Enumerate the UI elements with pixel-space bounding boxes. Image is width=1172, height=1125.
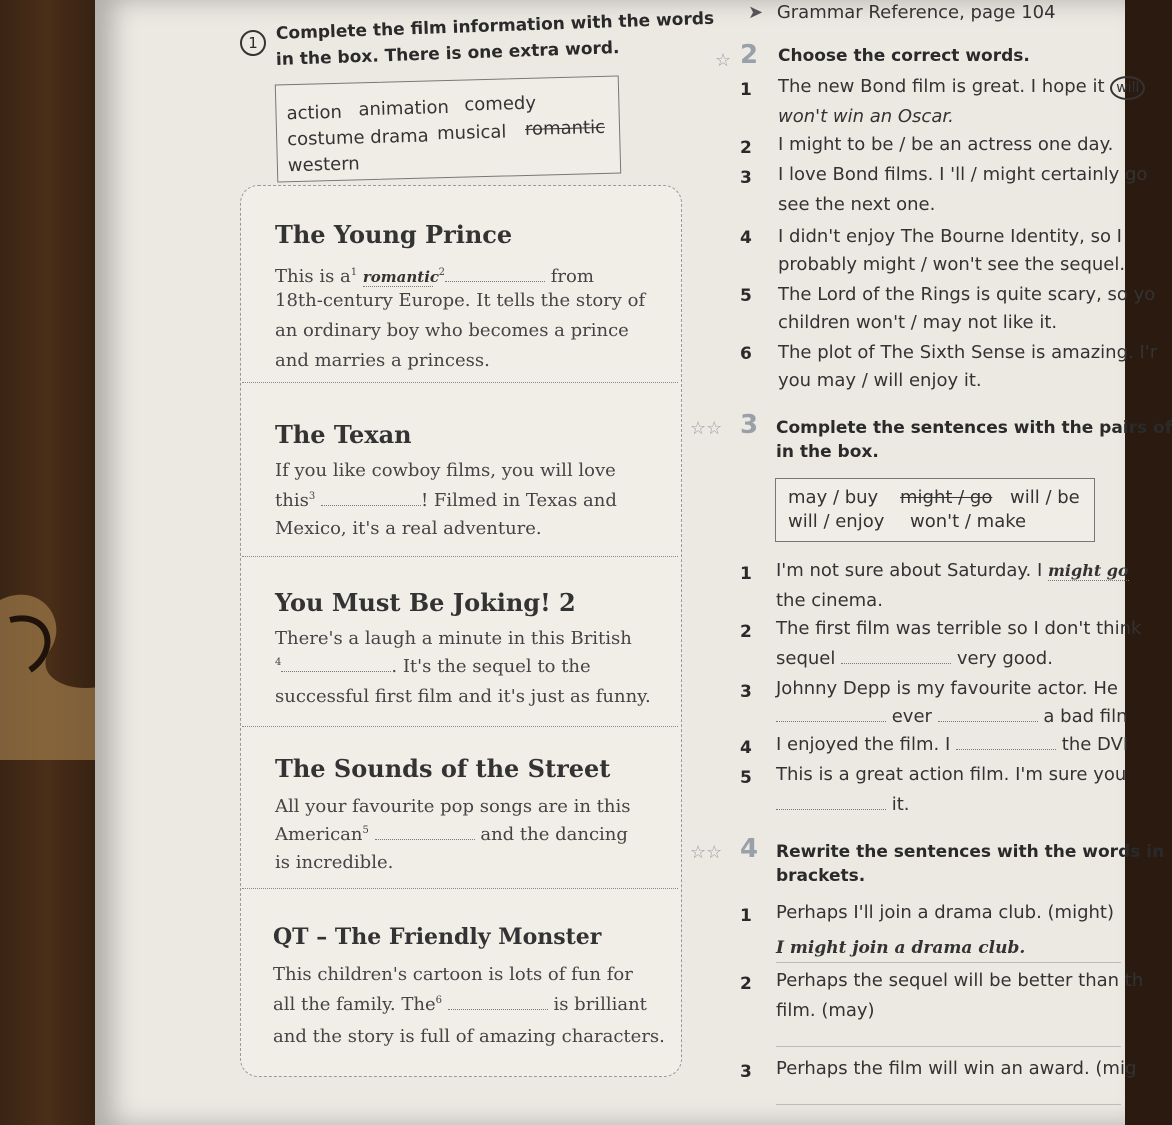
film-title-young-prince: The Young Prince: [275, 220, 513, 249]
ex3-item-5-line-2: it.: [776, 794, 910, 815]
star-icon: ☆: [715, 50, 732, 71]
blank-ex3-3a[interactable]: [776, 721, 886, 722]
ex3-instruction-1: Complete the sentences with the pairs of: [776, 418, 1172, 438]
ex1-instruction-1: Complete the film information with the words: [275, 8, 715, 44]
blank-ex3-3b[interactable]: [938, 721, 1038, 722]
film-divider: [242, 382, 678, 383]
grammar-reference: ➤ Grammar Reference, page 104: [748, 2, 1056, 23]
ex2-item-5-line-2: children won't / may not like it.: [778, 312, 1058, 333]
ex2-item-4-line-1: I didn't enjoy The Bourne Identity, so I: [778, 226, 1122, 247]
ex2-item-4-line-2: probably might / won't see the sequel.: [778, 254, 1126, 275]
ex2-item-number: 5: [740, 286, 752, 306]
ex2-item-number: 4: [740, 228, 752, 248]
ex4-item-2-line-1: Perhaps the sequel will be better than th: [776, 970, 1144, 991]
ex3-item-2-line-1: The first film was terrible so I don't think: [776, 618, 1142, 639]
ex4-instruction-1: Rewrite the sentences with the words in: [776, 842, 1165, 862]
word-romantic-crossed: romantic: [524, 116, 606, 140]
film-title-sounds-of-the-street: The Sounds of the Street: [275, 754, 611, 783]
answer-line: [776, 962, 1121, 963]
film-title-qt-friendly-monster: QT – The Friendly Monster: [273, 924, 602, 950]
film-divider: [242, 726, 678, 727]
word-action: action: [286, 101, 343, 125]
ex3-number: 3: [740, 410, 759, 440]
film-4-line-3: is incredible.: [275, 852, 394, 873]
ex3-item-number: 1: [740, 564, 752, 584]
ex4-item-1-line-1: Perhaps I'll join a drama club. (might): [776, 902, 1115, 923]
film-1-line-2: 18th-century Europe. It tells the story of: [275, 290, 646, 311]
film-1-line-1: This is $a^1$ romantic $^2$ from: [275, 266, 594, 287]
ex4-item-number: 2: [740, 974, 752, 994]
blank-ex3-5[interactable]: [776, 809, 886, 810]
ex3-item-number: 3: [740, 682, 752, 702]
answer-ex4-1: I might join a drama club.: [776, 938, 1026, 958]
blank-ex3-2[interactable]: [841, 663, 951, 664]
blank-4[interactable]: [281, 671, 391, 672]
ex4-item-number: 3: [740, 1062, 752, 1082]
blank-2[interactable]: [445, 281, 545, 282]
ex4-number: 4: [740, 834, 759, 864]
film-4-line-1: All your favourite pop songs are in this: [275, 796, 631, 817]
blank-3[interactable]: [321, 505, 421, 506]
pair-will-be: will / be: [1010, 487, 1080, 508]
film-1-line-3: an ordinary boy who becomes a prince: [275, 320, 629, 341]
film-2-line-2: this$^3$ ! Filmed in Texas and: [275, 490, 617, 511]
ex4-instruction-2: brackets.: [776, 866, 866, 886]
ex2-number: 2: [740, 40, 759, 70]
film-4-line-2: American$^5$ and the dancing: [275, 824, 628, 845]
ex3-item-3-line-2: ever a bad filn: [776, 706, 1128, 727]
ex2-item-1-line-2: won't win an Oscar.: [778, 106, 954, 127]
pair-will-enjoy: will / enjoy: [788, 511, 885, 532]
word-musical: musical: [436, 121, 507, 145]
ex2-item-3-line-2: see the next one.: [778, 194, 936, 215]
answer-line: [776, 1046, 1121, 1047]
ex3-item-3-line-1: Johnny Depp is my favourite actor. He: [776, 678, 1118, 699]
ex4-item-3-line-1: Perhaps the film will win an award. (mig: [776, 1058, 1137, 1079]
answer-line: [776, 1104, 1121, 1105]
film-3-line-2: $^4$ . It's the sequel to the: [275, 656, 591, 677]
film-1-line-4: and marries a princess.: [275, 350, 490, 371]
answer-might-go: might go: [1048, 561, 1129, 580]
circled-answer: will: [1110, 76, 1145, 100]
ex2-item-5-line-1: The Lord of the Rings is quite scary, so yo: [778, 284, 1156, 305]
ex3-item-number: 2: [740, 622, 752, 642]
ex1-instruction-2: in the box. There is one extra word.: [275, 38, 620, 70]
pairs-box: [775, 478, 1095, 542]
ex2-item-6-line-2: you may / will enjoy it.: [778, 370, 982, 391]
star-icon: ☆☆: [690, 418, 723, 439]
ex2-instruction: Choose the correct words.: [778, 46, 1030, 66]
ex2-item-1-line-1: The new Bond film is great. I hope it will: [778, 76, 1145, 100]
ex1-number: 1: [240, 30, 266, 56]
word-comedy: comedy: [464, 92, 537, 116]
film-3-line-1: There's a laugh a minute in this British: [275, 628, 632, 649]
ex3-item-number: 4: [740, 738, 752, 758]
pair-wont-make: won't / make: [910, 511, 1027, 532]
film-5-line-3: and the story is full of amazing characters.: [273, 1026, 665, 1047]
word-animation: animation: [358, 96, 450, 121]
answer-romantic: romantic: [362, 268, 440, 286]
word-box: [275, 76, 621, 183]
film-title-you-must-be-joking: You Must Be Joking! 2: [275, 588, 576, 617]
film-2-line-3: Mexico, it's a real adventure.: [275, 518, 542, 539]
film-title-texan: The Texan: [275, 420, 412, 449]
ex3-item-4-line-1: I enjoyed the film. I the DVI: [776, 734, 1129, 755]
ex2-item-number: 2: [740, 138, 752, 158]
film-3-line-3: successful first film and it's just as funny.: [275, 686, 651, 707]
ex4-item-number: 1: [740, 906, 752, 926]
ex3-item-1-line-2: the cinema.: [776, 590, 883, 611]
ex3-item-5-line-1: This is a great action film. I'm sure you: [776, 764, 1127, 785]
blank-6[interactable]: [448, 1009, 548, 1010]
blank-ex3-4[interactable]: [956, 749, 1056, 750]
ex2-item-3-line-1: I love Bond films. I 'll / might certainly go: [778, 164, 1148, 185]
pair-may-buy: may / buy: [788, 487, 879, 508]
ex3-instruction-2: in the box.: [776, 442, 879, 462]
ex3-item-number: 5: [740, 768, 752, 788]
film-5-line-1: This children's cartoon is lots of fun for: [273, 964, 633, 985]
film-2-line-1: If you like cowboy films, you will love: [275, 460, 616, 481]
ex2-item-number: 6: [740, 344, 752, 364]
ex3-item-2-line-2: sequel very good.: [776, 648, 1053, 669]
film-divider: [242, 556, 678, 557]
film-5-line-2: all the family. The$^6$ is brilliant: [273, 994, 647, 1015]
film-divider: [242, 888, 678, 889]
star-icon: ☆☆: [690, 842, 723, 863]
pair-might-go-crossed: might / go: [900, 487, 993, 508]
arrow-icon: ➤: [748, 2, 764, 23]
ex2-item-2-line-1: I might to be / be an actress one day.: [778, 134, 1114, 155]
word-western: western: [287, 153, 360, 177]
ex2-item-number: 1: [740, 80, 752, 100]
ex4-item-2-line-2: film. (may): [776, 1000, 875, 1021]
ex3-item-1-line-1: I'm not sure about Saturday. I might go: [776, 560, 1129, 581]
ex2-item-number: 3: [740, 168, 752, 188]
ex2-item-6-line-1: The plot of The Sixth Sense is amazing. I'r: [778, 342, 1158, 363]
word-costume-drama: costume drama: [286, 125, 429, 151]
blank-5[interactable]: [375, 839, 475, 840]
